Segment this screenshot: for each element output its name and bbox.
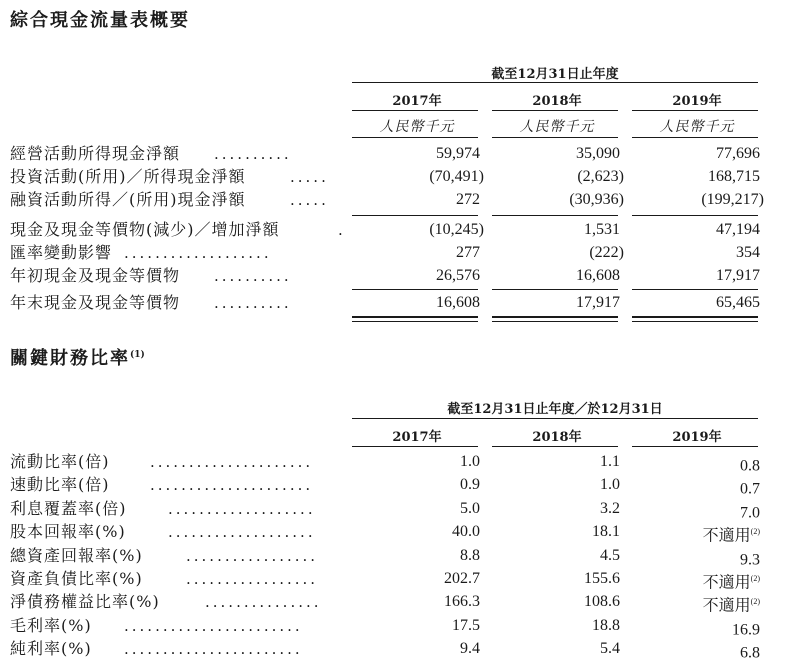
row-label: 速動比率(倍) [10,475,110,495]
footnote-marker: (2) [750,597,760,607]
value-2019 [634,545,760,571]
value-2018 [494,615,620,637]
col-header-2017: 2017年 [392,94,442,109]
unit-label-2019: 人民幣千元 [659,119,735,135]
value-2018 [494,521,620,543]
value-text: 4.5 [600,546,620,564]
value-2017 [354,474,480,496]
value-2018 [494,568,620,590]
row-label: 總資產回報率(%) [10,545,143,565]
value-2018: (30,936) [569,191,624,208]
cash-flow-summary-title: 綜合現金流量表概要 [10,10,190,31]
double-rule-2017 [352,316,478,322]
key-ratios-title-text: 關鍵財務比率 [10,348,130,369]
total-rule-2017 [352,289,478,290]
table-row-total [0,292,790,315]
value-2017: 277 [456,244,480,261]
unit-rule-2018 [492,137,618,138]
value-text: 108.6 [584,593,620,611]
leader-dots: .......... [214,294,292,312]
value-2019 [634,521,760,547]
value-2017: 59,974 [436,145,480,162]
unit-label-2017: 人民幣千元 [379,119,455,135]
value-2017 [354,545,480,567]
row-label: 融資活動所得／(所用)現金淨額 [10,190,246,209]
value-2017: 16,608 [436,294,480,311]
ratios-col-rule-2018 [492,446,618,447]
ratios-period-header: 截至12月31日止年度／於12月31日 [447,402,663,417]
value-text: 1.0 [460,453,480,470]
key-ratios-title [10,344,145,370]
value-2018 [494,498,620,520]
value-text: 202.7 [444,570,480,587]
table-row [0,521,790,544]
value-2018: 16,608 [576,267,620,284]
value-2017: 272 [456,191,480,208]
leader-dots: ................... [168,523,316,542]
table-row [0,143,790,166]
col-rule-2019 [632,110,758,111]
unit-rule-2017 [352,137,478,138]
value-2019 [634,451,760,477]
value-2018 [494,591,620,613]
table-row [0,638,790,661]
value-text: 0.9 [460,476,480,494]
table-row [0,545,790,568]
value-2019 [634,568,760,594]
leader-dots: ................. [186,546,319,565]
row-label: 經營活動所得現金淨額 [10,144,181,163]
value-2017 [354,615,480,637]
leader-dots: ................. [186,570,319,588]
table-row [0,242,790,265]
col-rule-2017 [352,110,478,111]
leader-dots: ..... [290,191,329,209]
value-text: 5.4 [600,640,620,658]
value-text: 3.2 [600,499,620,517]
row-label: 現金及現金等價物(減少)／增加淨額 [10,220,280,239]
value-2017 [354,568,480,590]
value-text: 1.0 [600,476,620,494]
value-text: 18.8 [592,616,620,634]
value-text: 0.8 [740,457,760,475]
value-text: 不適用 [702,527,751,545]
table-row [0,265,790,288]
value-2018 [494,451,620,473]
value-2019: 354 [736,244,760,261]
value-text: 不適用 [702,597,751,615]
value-text: 8.8 [460,546,480,564]
ratios-col-rule-2019 [632,446,758,447]
value-2017 [354,451,480,473]
value-2019: 77,696 [716,145,760,162]
value-2018: (2,623) [577,168,624,185]
leader-dots: ..... [290,168,329,186]
value-text: 16.9 [732,621,760,639]
total-rule-2019 [632,289,758,290]
value-2017 [354,591,480,613]
value-text: 5.0 [460,499,480,517]
value-text: 1.1 [600,453,620,470]
period-underline [352,82,758,83]
col-header-2019: 2019年 [672,94,722,109]
value-text: 18.1 [592,523,620,541]
table-row [0,474,790,497]
row-label: 資產負債比率(%) [10,569,143,588]
cash-flow-period-header: 截至12月31日止年度 [491,67,619,82]
table-row [0,166,790,189]
value-text: 0.7 [740,480,760,498]
row-label: 淨債務權益比率(%) [10,592,160,612]
unit-rule-2019 [632,137,758,138]
ratios-col-header-2019: 2019年 [672,430,722,445]
row-label: 年初現金及現金等價物 [10,266,181,285]
row-label: 流動比率(倍) [10,452,110,471]
table-row [0,591,790,614]
double-rule-2018 [492,316,618,322]
value-2019 [634,638,760,664]
double-rule-2019 [632,316,758,322]
value-2018: 17,917 [576,294,620,311]
value-2019 [634,474,760,500]
value-text: 155.6 [584,570,620,587]
value-2019 [634,591,760,617]
value-2017 [354,498,480,520]
leader-dots: ....................... [124,616,303,635]
total-rule-2018 [492,289,618,290]
table-row [0,498,790,521]
leader-dots: .......... [214,145,292,163]
value-2018 [494,545,620,567]
table-row [0,568,790,591]
row-label: 年末現金及現金等價物 [10,293,181,312]
value-2017 [354,521,480,543]
subtotal-rule-2017 [352,215,478,216]
value-2017: (10,245) [429,221,484,238]
value-2018 [494,638,620,660]
value-text: 不適用 [702,574,751,592]
leader-dots: ..................... [150,476,314,495]
table-row [0,451,790,474]
value-2018: (222) [589,244,624,261]
leader-dots: . [338,221,346,239]
footnote-marker: (2) [750,527,760,537]
value-2018: 35,090 [576,145,620,162]
row-label: 投資活動(所用)／所得現金淨額 [10,167,246,186]
leader-dots: ................... [124,244,272,262]
ratios-col-rule-2017 [352,446,478,447]
value-2017: (70,491) [429,168,484,185]
ratios-col-header-2018: 2018年 [532,430,582,445]
leader-dots: .......... [214,267,292,285]
ratios-period-underline [352,418,758,419]
value-2017: 26,576 [436,267,480,284]
value-text: 9.4 [460,640,480,658]
value-2018: 1,531 [584,221,620,238]
value-2019 [634,615,760,641]
table-row [0,615,790,638]
value-2019: (199,217) [701,191,764,208]
value-2019: 47,194 [716,221,760,238]
value-2017 [354,638,480,660]
value-text: 40.0 [452,523,480,541]
value-2019 [634,498,760,524]
table-row [0,219,790,242]
value-2018 [494,474,620,496]
leader-dots: ....................... [124,640,303,659]
leader-dots: ................... [168,499,316,518]
value-text: 166.3 [444,593,480,611]
value-2019: 65,465 [716,294,760,311]
row-label: 利息覆蓋率(倍) [10,498,127,518]
row-label: 純利率(%) [10,639,92,659]
key-ratios-footnote-marker: (1) [130,350,145,360]
row-label: 匯率變動影響 [10,243,113,262]
footnote-marker: (2) [750,574,760,583]
subtotal-rule-2018 [492,215,618,216]
leader-dots: ..................... [150,453,314,471]
leader-dots: ............... [205,593,322,612]
row-label: 股本回報率(%) [10,522,126,542]
unit-label-2018: 人民幣千元 [519,119,595,135]
value-text: 17.5 [452,616,480,634]
value-2019: 168,715 [708,168,760,185]
value-text: 6.8 [740,644,760,662]
value-text: 7.0 [740,504,760,522]
table-row [0,189,790,212]
value-text: 9.3 [740,550,760,568]
value-2019: 17,917 [716,267,760,284]
row-label: 毛利率(%) [10,615,92,635]
ratios-col-header-2017: 2017年 [392,430,442,445]
subtotal-rule-2019 [632,215,758,216]
col-rule-2018 [492,110,618,111]
col-header-2018: 2018年 [532,94,582,109]
